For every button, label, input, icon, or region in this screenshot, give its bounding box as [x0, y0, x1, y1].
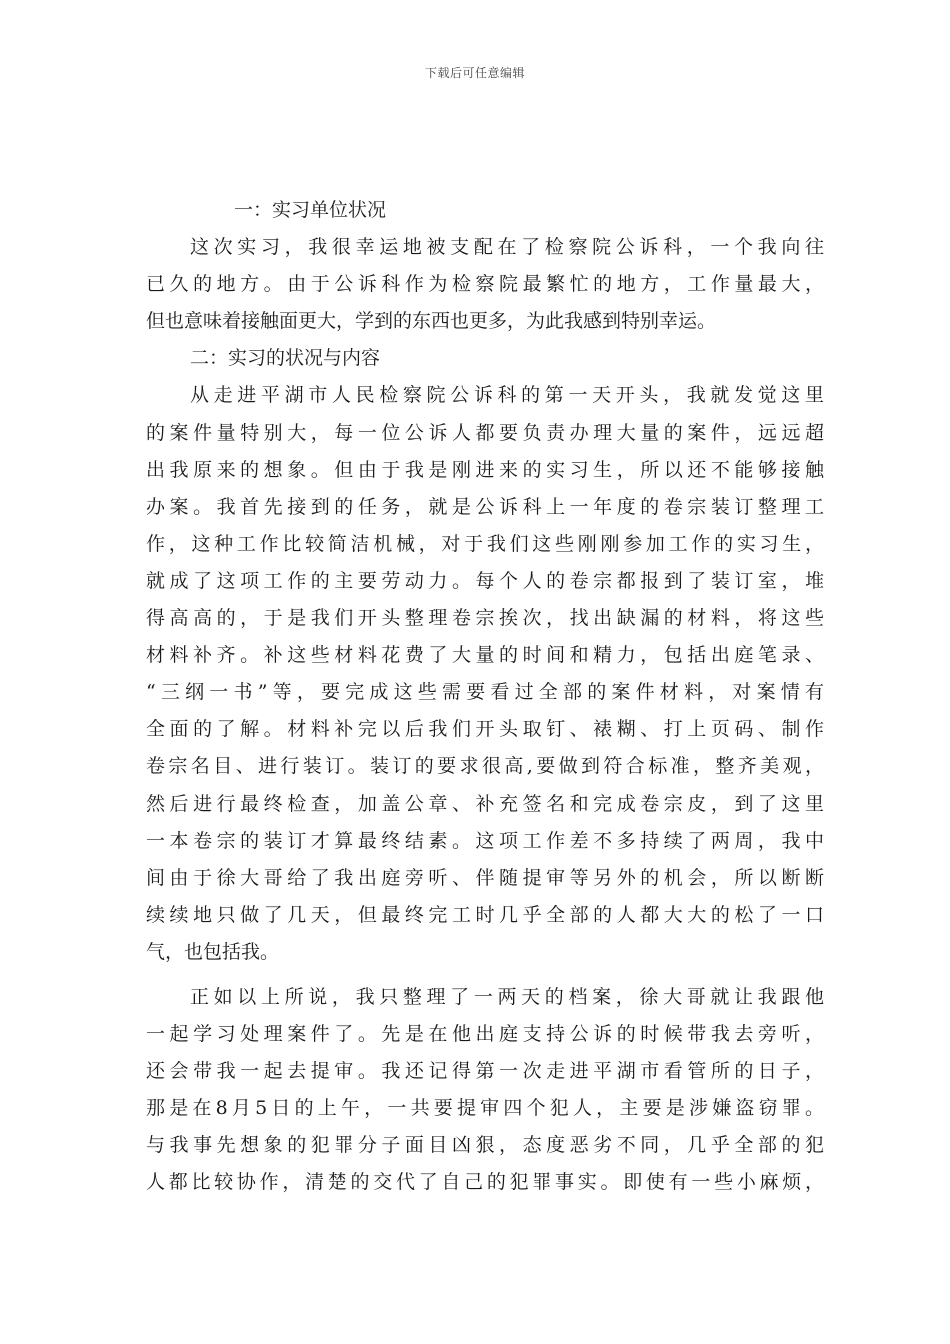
paragraph-line: 卷宗名目、进行装订。装订的要求很高,要做到符合标准，整齐美观， [146, 755, 824, 778]
document-body [146, 192, 824, 1202]
paragraph-line: 人都比较协作，清楚的交代了自己的犯罪事实。即使有一些小麻烦， [146, 1171, 824, 1194]
paragraph-line: 正如以上所说，我只整理了一两天的档案，徐大哥就让我跟他 [190, 985, 824, 1008]
paragraph-line: 全面的了解。材料补完以后我们开头取钉、裱糊、打上页码、制作 [146, 718, 824, 741]
paragraph-line: 从走进平湖市人民检察院公诉科的第一天开头，我就发觉这里 [190, 384, 824, 407]
paragraph-line: 气，也包括我。 [146, 940, 280, 963]
paragraph-line: 这次实习，我很幸运地被支配在了检察院公诉科，一个我向往 [190, 236, 824, 259]
paragraph-line: 出我原来的想象。但由于我是刚进来的实习生，所以还不能够接触 [146, 458, 824, 481]
paragraph-line: “三纲一书”等，要完成这些需要看过全部的案件材料，对案情有 [146, 681, 824, 704]
paragraph-line: 一起学习处理案件了。先是在他出庭支持公诉的时候带我去旁听， [146, 1023, 824, 1046]
paragraph-line: 就成了这项工作的主要劳动力。每个人的卷宗都报到了装订室，堆 [146, 569, 824, 592]
paragraph-gap [146, 971, 824, 979]
paragraph-line: 与我事先想象的犯罪分子面目凶狠，态度恶劣不同，几乎全部的犯 [146, 1134, 824, 1157]
paragraph-line: 的案件量特别大，每一位公诉人都要负责办理大量的案件，远远超 [146, 421, 824, 444]
section2-heading: 二：实习的状况与内容 [190, 347, 381, 370]
paragraph-line: 得高高的，于是我们开头整理卷宗挨次，找出缺漏的材料，将这些 [146, 607, 824, 630]
section1-heading: 一：实习单位状况 [234, 199, 387, 221]
paragraph-line: 办案。我首先接到的任务，就是公诉科上一年度的卷宗装订整理工 [146, 495, 824, 518]
paragraph-line: 还会带我一起去提审。我还记得第一次走进平湖市看管所的日子， [146, 1060, 824, 1083]
paragraph-line: 一本卷宗的装订才算最终结素。这项工作差不多持续了两周，我中 [146, 829, 824, 852]
paragraph-line: 作，这种工作比较简洁机械，对于我们这些刚刚参加工作的实习生， [146, 532, 824, 555]
paragraph-line: 那是在8月5日的上午，一共要提审四个犯人，主要是涉嫌盗窃罪。 [146, 1097, 824, 1120]
paragraph-line: 材料补齐。补这些材料花费了大量的时间和精力，包括出庭笔录、 [146, 644, 824, 667]
paragraph-line: 然后进行最终检查，加盖公章、补充签名和完成卷宗皮，到了这里 [146, 792, 824, 815]
paragraph-line: 间由于徐大哥给了我出庭旁听、伴随提审等另外的机会，所以断断 [146, 866, 824, 889]
paragraph-line: 已久的地方。由于公诉科作为检察院最繁忙的地方，工作量最大， [146, 273, 824, 296]
page-header-note: 下载后可任意编辑 [424, 66, 525, 80]
paragraph-line: 但也意味着接触面更大，学到的东西也更多，为此我感到特别幸运。 [146, 310, 717, 333]
paragraph-line: 续续地只做了几天，但最终完工时几乎全部的人都大大的松了一口 [146, 903, 824, 926]
